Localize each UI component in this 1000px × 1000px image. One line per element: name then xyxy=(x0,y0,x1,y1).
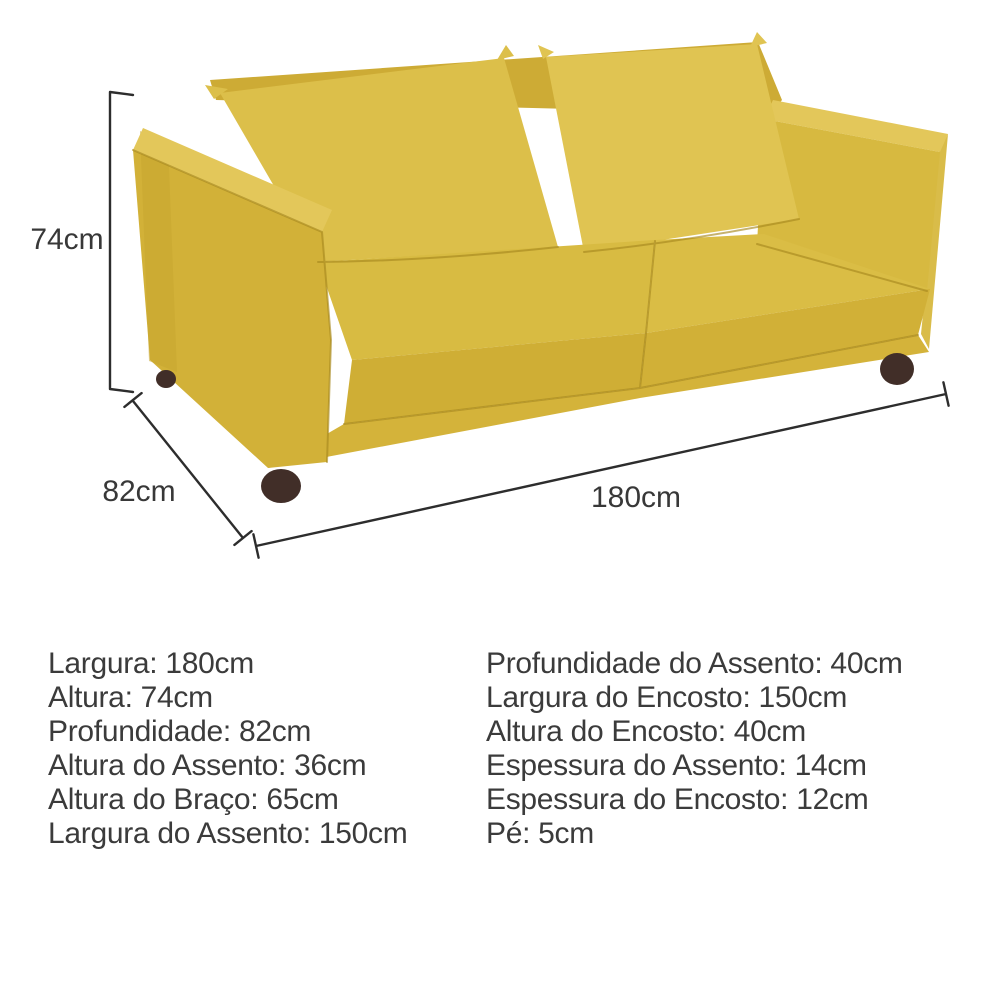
spec-line: Profundidade: 82cm xyxy=(48,715,312,748)
pillow-corner-tip xyxy=(750,32,767,47)
sofa-foot-front-left xyxy=(261,469,301,503)
spec-line: Altura do Braço: 65cm xyxy=(48,783,339,816)
spec-list-left xyxy=(48,647,407,851)
spec-line: Espessura do Assento: 14cm xyxy=(486,749,867,782)
spec-line: Altura: 74cm xyxy=(48,681,213,714)
depth-dimension-label: 82cm xyxy=(102,475,176,508)
sofa-illustration xyxy=(133,32,948,503)
spec-line: Espessura do Encosto: 12cm xyxy=(486,783,869,816)
spec-line: Largura do Assento: 150cm xyxy=(48,817,408,850)
height-dimension-line xyxy=(110,92,133,392)
sofa-foot-rear-left xyxy=(156,370,176,388)
pillow-corner-tip xyxy=(497,45,514,60)
spec-line: Altura do Assento: 36cm xyxy=(48,749,367,782)
spec-line: Largura do Encosto: 150cm xyxy=(486,681,848,714)
spec-list-right xyxy=(486,647,903,851)
spec-line: Largura: 180cm xyxy=(48,647,254,680)
height-dimension-label: 74cm xyxy=(30,223,104,256)
spec-line: Profundidade do Assento: 40cm xyxy=(486,647,903,680)
spec-line: Pé: 5cm xyxy=(486,817,594,850)
right-back-pillow xyxy=(538,32,799,252)
sofa-foot-right xyxy=(880,353,914,385)
width-dimension-label: 180cm xyxy=(590,481,682,514)
spec-line: Altura do Encosto: 40cm xyxy=(486,715,806,748)
